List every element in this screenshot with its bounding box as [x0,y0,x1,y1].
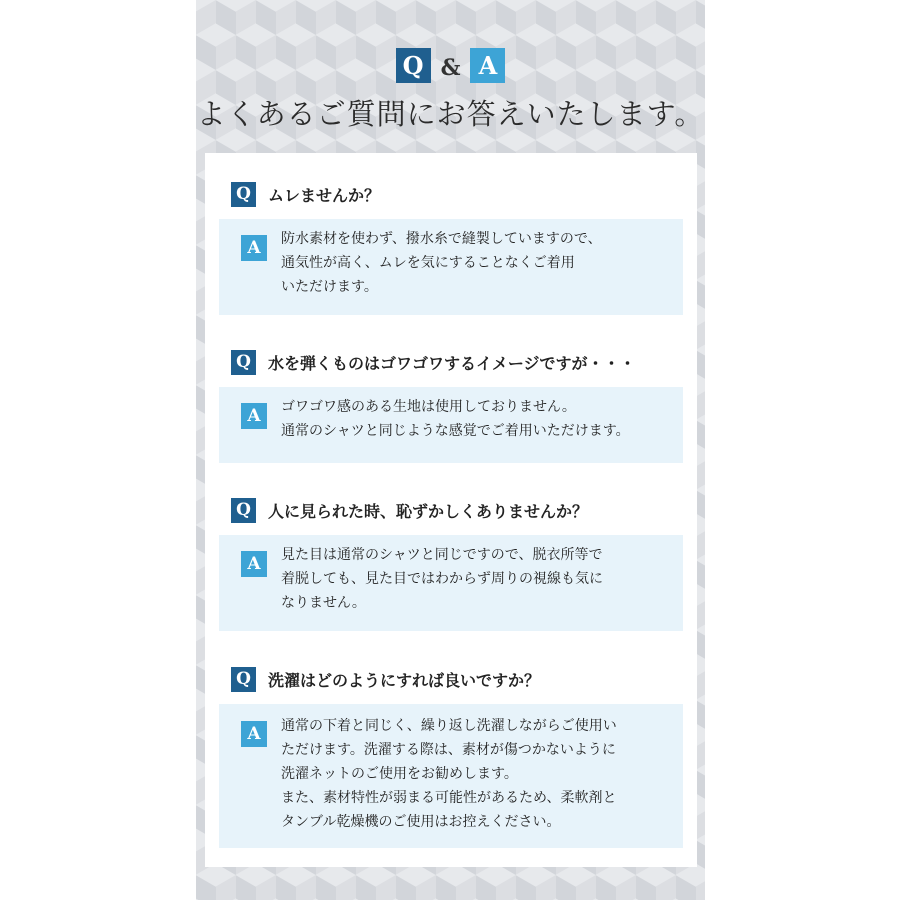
ampersand: & [440,55,461,81]
answer-icon: A [241,403,267,429]
faq-header [196,0,705,152]
answer-box [219,219,683,315]
answer-line: いただけます。 [281,279,378,295]
answer-line: 防水素材を使わず、撥水糸で縫製していますので、 [281,231,602,247]
question-icon: Q [231,498,256,523]
question-row [231,349,636,375]
answer-box [219,387,683,463]
answer-line: 通気性が高く、ムレを気にすることなくご着用 [281,255,575,271]
answer-box [219,704,683,848]
answer-line: また、素材特性が弱まる可能性があるため、柔軟剤と [281,790,617,806]
answer-line: ゴワゴワ感のある生地は使用しておりません。 [281,399,576,415]
question-text: 水を弾くものはゴワゴワするイメージですが・・・ [268,353,636,373]
a-badge: A [470,48,505,83]
question-row [231,181,380,207]
question-text: 洗濯はどのようにすれば良いですか？ [268,670,541,690]
answer-text [281,395,676,443]
answer-icon: A [241,235,267,261]
faq-banner [196,0,705,900]
answer-line: タンブル乾燥機のご使用はお控えください。 [281,814,561,830]
answer-line: 通常のシャツと同じような感覚でご着用いただけます。 [281,423,630,439]
page-title: よくあるご質問にお答えいたします。 [196,97,705,131]
answer-line: 着脱しても、見た目ではわからず周りの視線も気に [281,571,603,587]
answer-line: 通常の下着と同じく、繰り返し洗濯しながらご使用い [281,718,617,734]
question-row [231,666,540,692]
question-row [231,497,588,523]
answer-text [281,227,676,299]
answer-icon: A [241,551,267,577]
answer-text [281,714,676,834]
answer-text [281,543,676,615]
question-icon: Q [231,667,256,692]
question-icon: Q [231,350,256,375]
qa-badge-group [196,47,705,83]
answer-line: 見た目は通常のシャツと同じですので、脱衣所等で [281,547,603,563]
answer-icon: A [241,721,267,747]
question-text: 人に見られた時、恥ずかしくありませんか？ [268,501,589,521]
question-text: ムレませんか？ [268,185,381,205]
answer-box [219,535,683,631]
answer-line: 洗濯ネットのご使用をお勧めします。 [281,766,518,782]
answer-line: なりません。 [281,595,366,611]
q-badge: Q [396,48,431,83]
question-icon: Q [231,182,256,207]
answer-line: ただけます。洗濯する際は、素材が傷つかないように [281,742,616,758]
faq-card [205,153,697,867]
